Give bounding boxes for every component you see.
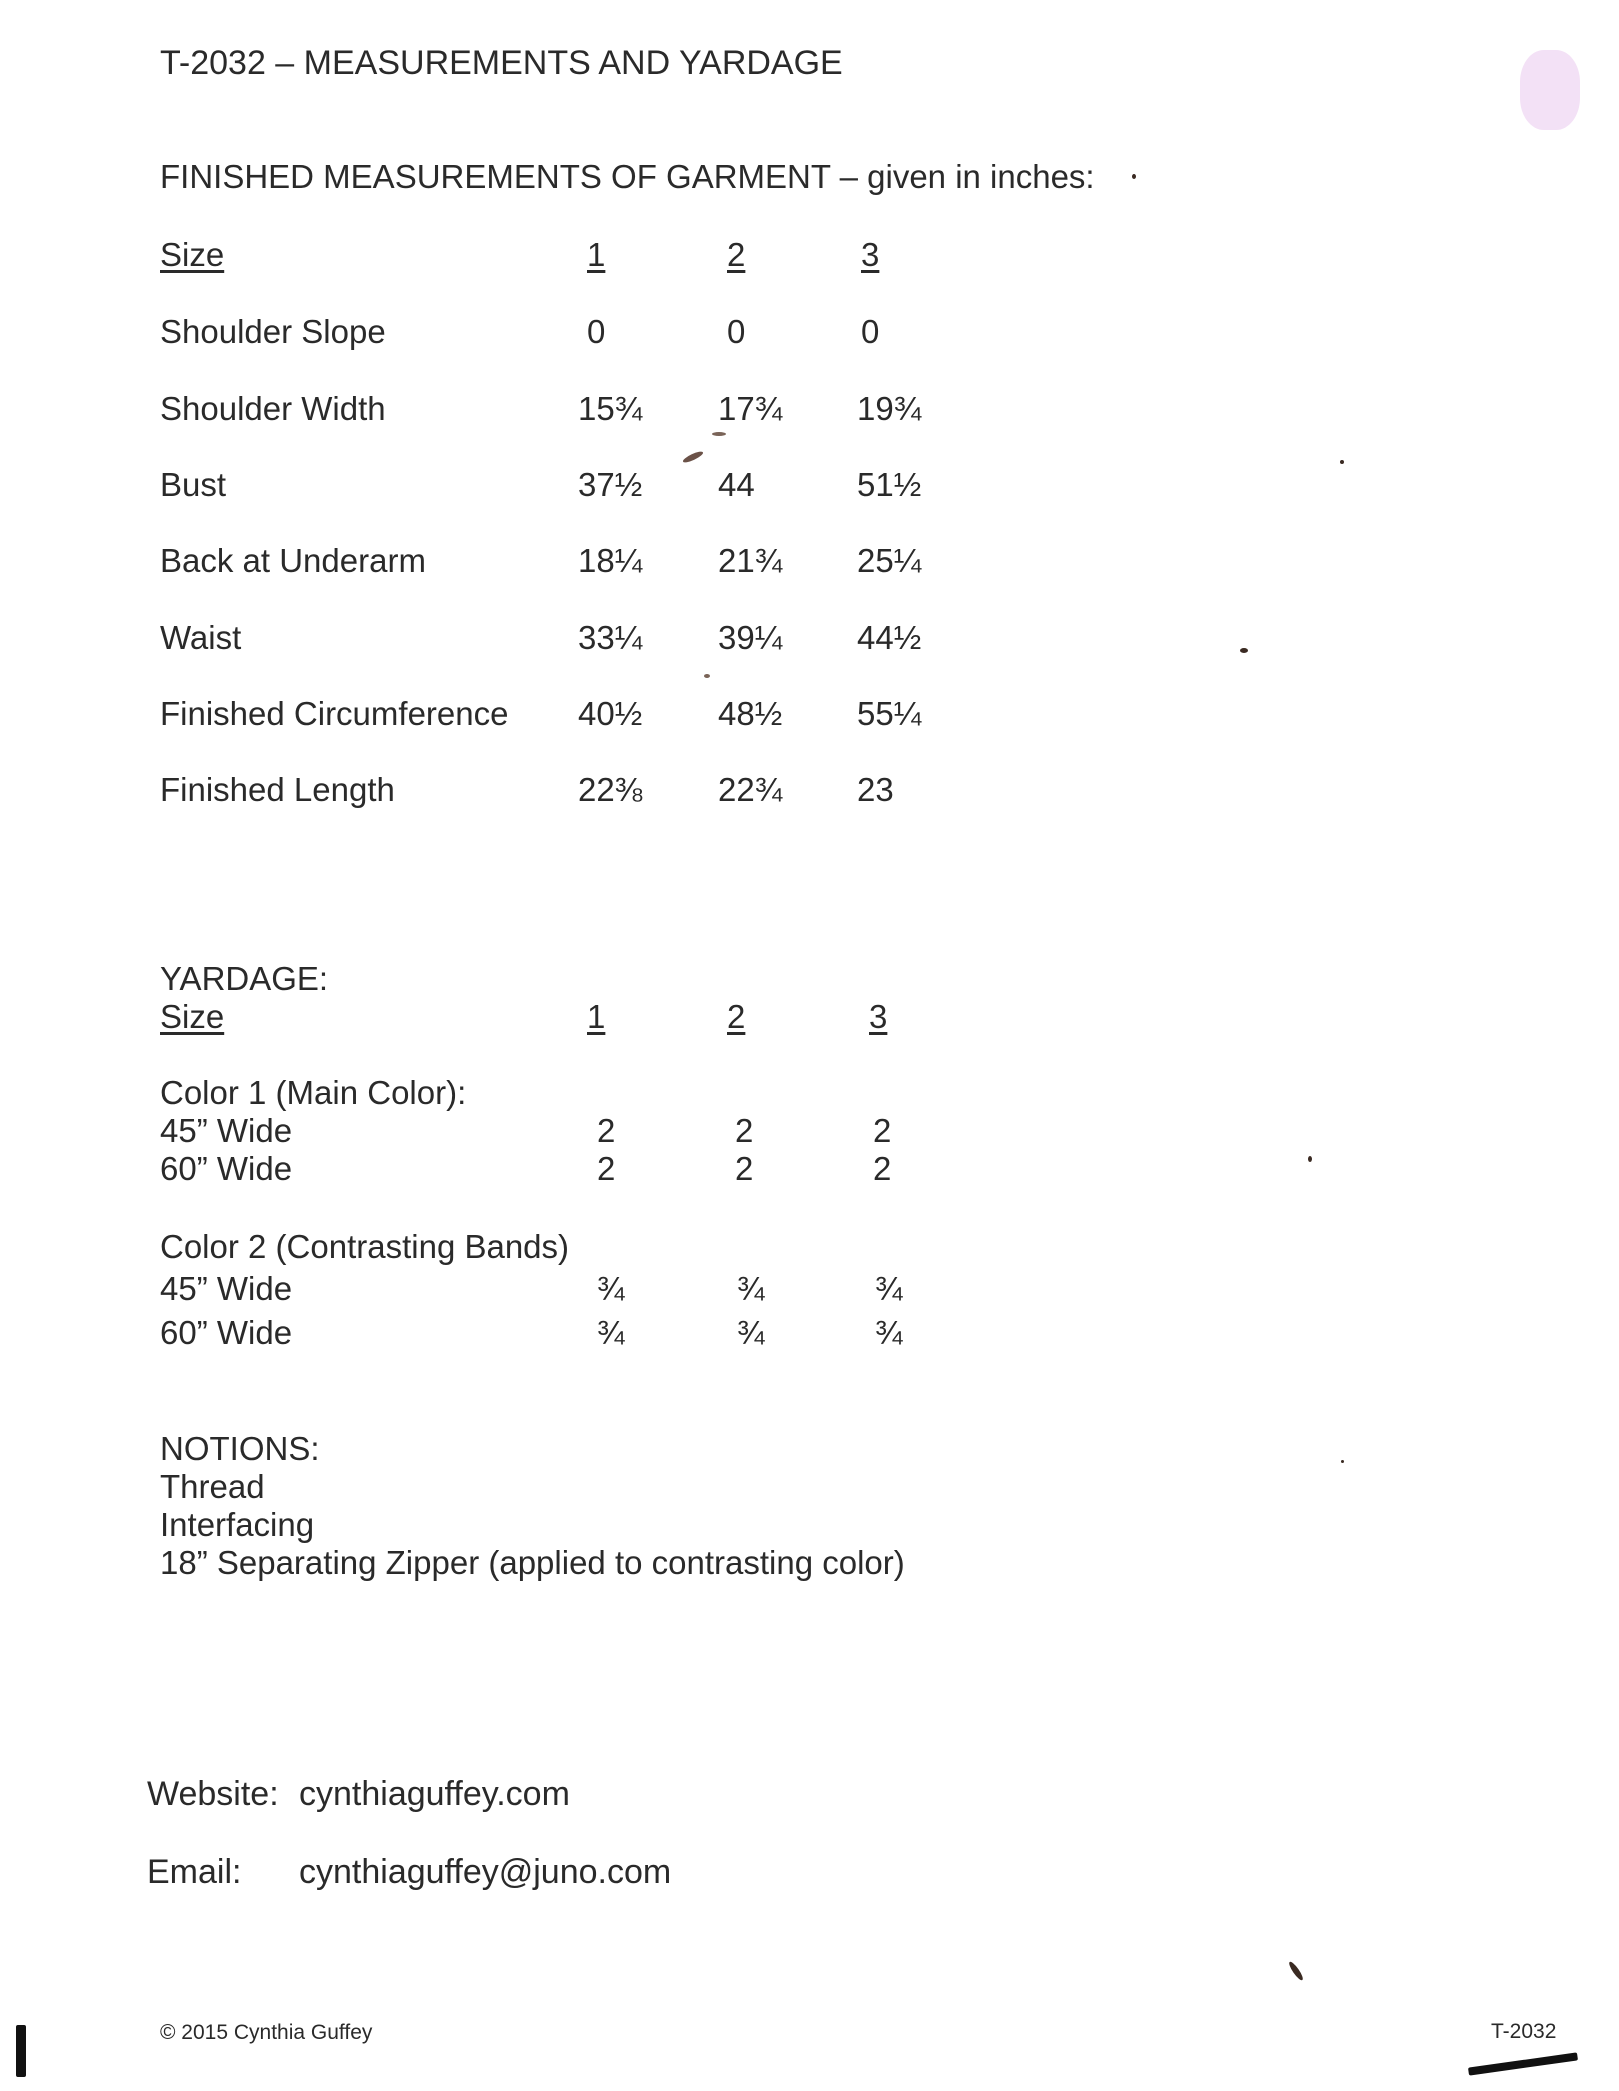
list-item: Interfacing (160, 1506, 315, 1543)
finished-measurements-heading: FINISHED MEASUREMENTS OF GARMENT – given in inches: (160, 158, 1095, 195)
value-size-3: ¾ (875, 1270, 903, 1307)
scan-edge-mark (1468, 2052, 1578, 2075)
size-header-3: 3 (861, 236, 880, 273)
size-header-1: 1 (587, 236, 606, 273)
website-link[interactable]: cynthiaguffey.com (299, 1775, 570, 1813)
scan-speck (1287, 1960, 1305, 1981)
value-size-2: 2 (735, 1150, 754, 1187)
email-link[interactable]: cynthiaguffey@juno.com (299, 1853, 672, 1891)
color-2-label: Color 2 (Contrasting Bands) (160, 1228, 570, 1265)
value-size-2: 44 (718, 466, 755, 503)
value-size-2: 2 (735, 1112, 754, 1149)
value-size-2: ¾ (737, 1314, 765, 1351)
value-size-1: ¾ (597, 1314, 625, 1351)
value-size-3: 19¾ (857, 390, 922, 427)
row-label: Shoulder Slope (160, 313, 386, 350)
value-size-2: 22¾ (718, 771, 783, 808)
notions-heading: NOTIONS: (160, 1430, 320, 1467)
value-size-2: 48½ (718, 695, 783, 732)
value-size-1: 18¼ (578, 542, 643, 579)
row-label: Waist (160, 619, 242, 656)
website-label: Website: (147, 1775, 279, 1813)
value-size-1: 37½ (578, 466, 643, 503)
value-size-1: 2 (597, 1112, 616, 1149)
value-size-1: 33¼ (578, 619, 643, 656)
value-size-2: ¾ (737, 1270, 765, 1307)
value-size-1: 22⅜ (578, 771, 643, 808)
row-label: Bust (160, 466, 227, 503)
scan-speck (1308, 1156, 1312, 1162)
value-size-1: 0 (587, 313, 606, 350)
value-size-3: 23 (857, 771, 894, 808)
scan-speck (1340, 460, 1344, 464)
email-label: Email: (147, 1853, 242, 1891)
footer-document-code: T-2032 (1491, 2020, 1557, 2043)
row-label: Back at Underarm (160, 542, 426, 579)
value-size-3: 55¼ (857, 695, 922, 732)
value-size-3: ¾ (875, 1314, 903, 1351)
scan-speck (1240, 648, 1248, 653)
value-size-3: 2 (873, 1112, 892, 1149)
row-label: Finished Length (160, 771, 395, 808)
row-label: Shoulder Width (160, 390, 386, 427)
value-size-2: 17¾ (718, 390, 783, 427)
value-size-3: 2 (873, 1150, 892, 1187)
scan-speck (712, 432, 726, 436)
color-1-label: Color 1 (Main Color): (160, 1074, 467, 1111)
scan-speck (682, 450, 704, 465)
size-header-2: 2 (727, 236, 746, 273)
yardage-size-label: Size (160, 998, 225, 1035)
list-item: 18” Separating Zipper (applied to contrasting color) (160, 1544, 905, 1581)
yardage-heading: YARDAGE: (160, 960, 329, 997)
yardage-size-2: 2 (727, 998, 746, 1035)
scan-speck (1132, 174, 1136, 179)
value-size-3: 0 (861, 313, 880, 350)
value-size-2: 0 (727, 313, 746, 350)
document-title: T-2032 – MEASUREMENTS AND YARDAGE (160, 44, 843, 82)
row-label: 45” Wide (160, 1112, 293, 1149)
value-size-1: ¾ (597, 1270, 625, 1307)
value-size-3: 51½ (857, 466, 922, 503)
copyright-notice: © 2015 Cynthia Guffey (160, 2021, 373, 2044)
value-size-1: 40½ (578, 695, 643, 732)
scan-speck (704, 674, 710, 678)
list-item: Thread (160, 1468, 265, 1505)
yardage-size-1: 1 (587, 998, 606, 1035)
size-header-label: Size (160, 236, 225, 273)
scan-speck (1341, 1460, 1344, 1463)
scan-edge-mark (16, 2025, 26, 2077)
value-size-1: 15¾ (578, 390, 643, 427)
scan-smudge (1520, 50, 1580, 130)
row-label: Finished Circumference (160, 695, 509, 732)
yardage-size-3: 3 (869, 998, 888, 1035)
value-size-2: 21¾ (718, 542, 783, 579)
value-size-2: 39¼ (718, 619, 783, 656)
value-size-3: 25¼ (857, 542, 922, 579)
value-size-1: 2 (597, 1150, 616, 1187)
row-label: 60” Wide (160, 1314, 293, 1351)
value-size-3: 44½ (857, 619, 922, 656)
row-label: 45” Wide (160, 1270, 293, 1307)
row-label: 60” Wide (160, 1150, 293, 1187)
